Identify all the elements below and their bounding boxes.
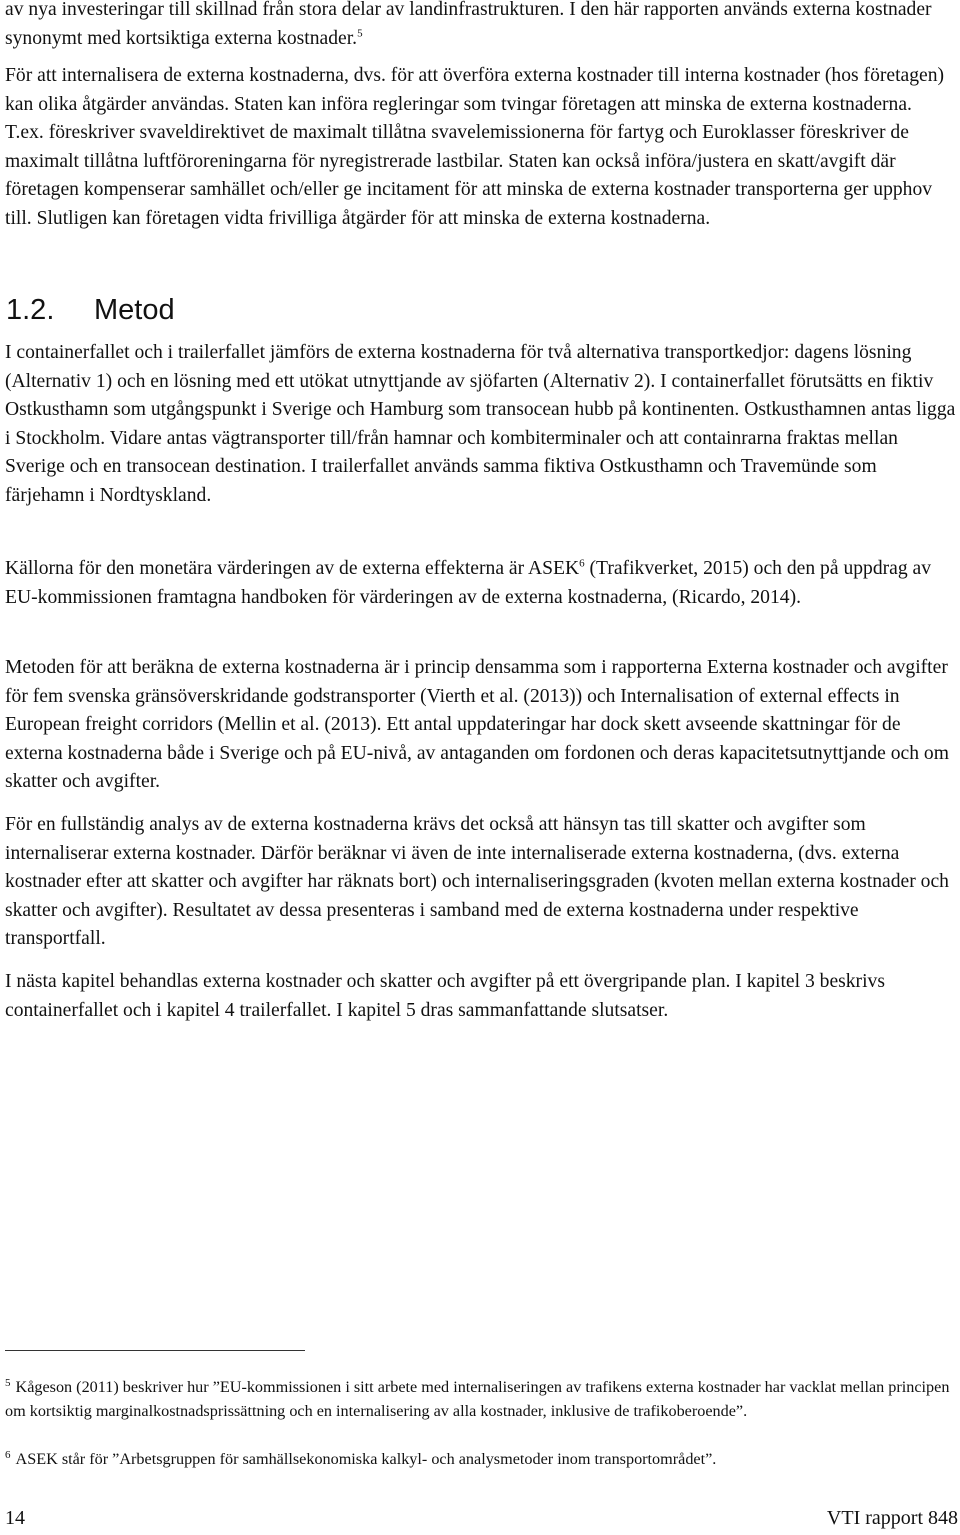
section-number: 1.2. (6, 294, 55, 326)
intro-paragraph (5, 0, 955, 53)
method-paragraph-3: Metoden för att beräkna de externa kostnaderna är i princip densamma som i rapporterna Externa kostnader och avgifter för fem svenska gränsöverskridande godstransporter (Vierth et al. (2013)) och Internalisation of external effects in European freight corridors (Mellin et al. (2013). Ett antal uppdateringar har dock skett avseende skattningar för de externa kostnaderna både i Sverige och på EU-nivå, av antaganden om fordonen och deras kapacitetsutnyttjande och om skatter och avgifter. (5, 657, 949, 793)
footnote-text: ASEK står för ”Arbetsgruppen för samhällsekonomiska kalkyl- och analysmetoder inom transportområdet”. (15, 1450, 717, 1468)
footnote-number: 6 (5, 1448, 11, 1461)
method-paragraph-2-text-a: Källorna för den monetära värderingen av de externa effekterna är ASEK (5, 558, 580, 579)
footnote-ref-5[interactable]: 5 (357, 27, 363, 40)
footnote-number: 5 (5, 1376, 11, 1389)
footnote-text: Kågeson (2011) beskriver hur ”EU-kommissionen i sitt arbete med internaliseringen av trafikens externa kostnader har vacklat mellan principen om kortsiktig marginalkostnadsprissättning och en internalisering av alla kostnader, inklusive de trafikoberoende”. (5, 1378, 950, 1420)
footnote-5 (5, 1375, 950, 1423)
method-paragraph-5: I nästa kapitel behandlas externa kostnader och skatter och avgifter på ett övergripande plan. I kapitel 3 beskrivs containerfallet och i kapitel 4 trailerfallet. I kapitel 5 dras sammanfattande slutsatser. (5, 971, 885, 1021)
method-paragraph-2-text-b: (Trafikverket, 2015) och den på uppdrag av EU-kommissionen framtagna handboken för värderingen av de externa kostnaderna, (Ricardo, 2014). (5, 558, 932, 608)
internalisation-paragraph: För att internalisera de externa kostnaderna, dvs. för att överföra externa kostnader till interna kostnader (hos företagen) kan olika åtgärder användas. Staten kan införa regleringar som tvingar företagen att minska de externa kostnaderna. T.ex. föreskriver svaveldirektivet de maximalt tillåtna svavelemissionerna för fartyg och Euroklasser föreskriver de maximalt tillåtna luftföroreningarna för nyregistrerade lastbilar. Staten kan också införa/justera en skatt/avgift där företagen kompenserar samhället och/eller ge incitament för att minska de externa kostnader transporterna ger upphov till. Slutligen kan företagen vidta frivilliga åtgärder för att minska de externa kostnaderna. (5, 65, 945, 229)
footnote-ref-6[interactable]: 6 (579, 557, 585, 570)
method-paragraph-1: I containerfallet och i trailerfallet jämförs de externa kostnaderna för två alternativa transportkedjor: dagens lösning (Alternativ 1) och en lösning med ett utökat utnyttjande av sjöfarten (Alternativ 2). I containerfallet förutsätts en fiktiv Ostkusthamn som utgångspunkt i Sverige och Hamburg som transocean hubb på kontinenten. Ostkusthamnen antas ligga i Stockholm. Vidare antas vägtransporter till/från hamnar och kombiterminaler och att containrarna fraktas mellan Sverige och en transocean destination. I trailerfallet används samma fiktiva Ostkusthamn och Travemünde som färjehamn i Nordtyskland. (5, 342, 956, 506)
section-title: Metod (94, 294, 175, 326)
section-heading (6, 292, 175, 328)
intro-text: av nya investeringar till skillnad från stora delar av landinfrastrukturen. I den här rapporten används externa kostnader synonymt med kortsiktiga externa kostnader. (5, 0, 932, 49)
footnote-divider (5, 1350, 305, 1351)
report-name: VTI rapport 848 (826, 1507, 958, 1529)
method-paragraph-4: För en fullständig analys av de externa kostnaderna krävs det också att hänsyn tas till skatter och avgifter som internaliserar externa kostnader. Därför beräknar vi även de inte internaliserade externa kostnaderna, (dvs. externa kostnader efter att skatter och avgifter har räknats bort) och internaliseringsgraden (kvoten mellan externa kostnader och skatter och avgifter). Resultatet av dessa presenteras i samband med de externa kostnaderna under respektive transportfall. (5, 814, 949, 950)
method-paragraph-2 (5, 555, 957, 612)
page-number: 14 (5, 1507, 25, 1529)
footnote-6 (5, 1447, 950, 1471)
